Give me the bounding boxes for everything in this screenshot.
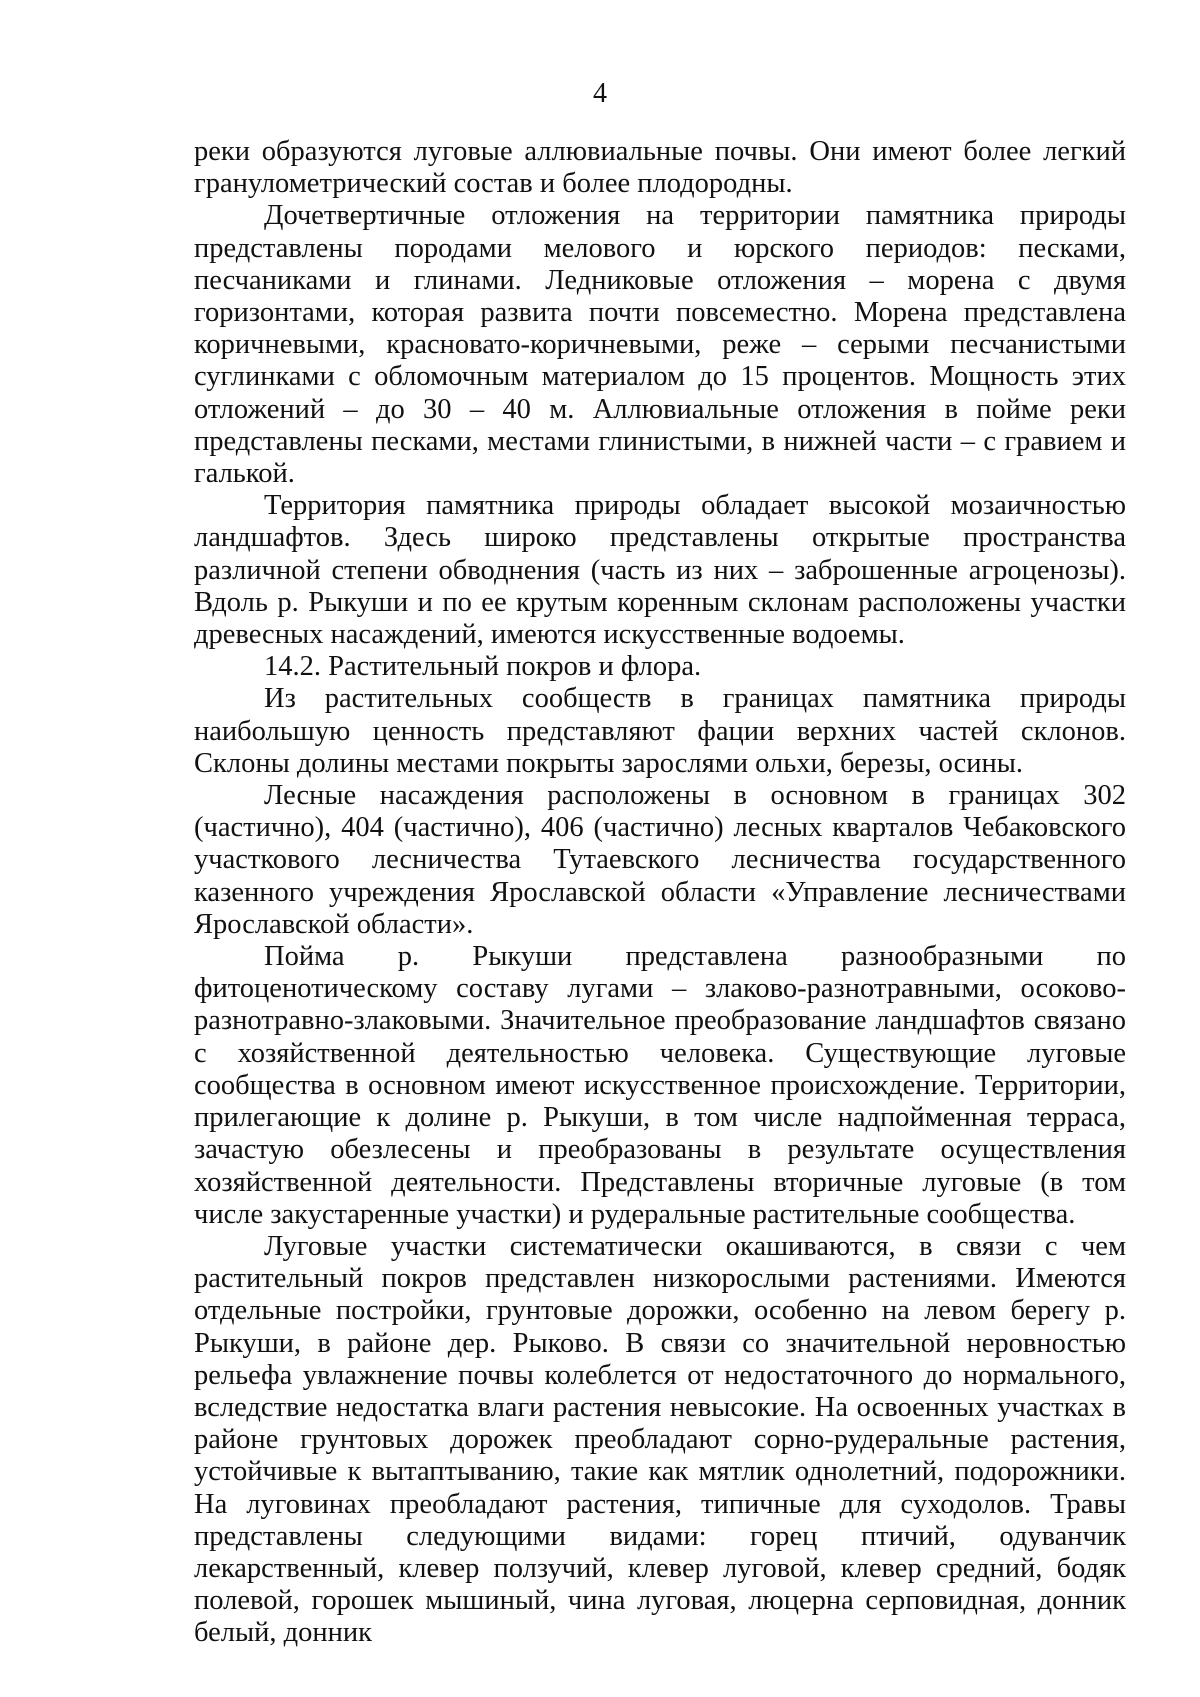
page-number: 4 — [593, 78, 607, 109]
paragraph-pre-quaternary-deposits: Дочетвертичные отложения на территории памятника природы представлены породами мелового и юрского периодов: песками, песчаниками и глинами. Ледниковые отложения – морена с двумя горизонтами, которая развита почти повсеместно. Морена представлена коричневыми, красновато-коричневыми, реже – серыми песчанистыми суглинками с обломочным материалом до 15 процентов. Мощность этих отложений – до 30 – 40 м. Аллювиальные отложения в пойме реки представлены песками, местами глинистыми, в нижней части – с гравием и галькой. — [194, 200, 1126, 490]
paragraph-meadow-plots: Луговые участки систематически окашиваются, в связи с чем растительный покров представлен низкорослыми растениями. Имеются отдельные постройки, грунтовые дорожки, особенно на левом берегу р. Рыкуши, в районе дер. Рыково. В связи со значительной неровностью рельефа увлажнение почвы колеблется от недостаточного до нормального, вследствие недостатка влаги растения невысокие. На освоенных участках в районе грунтовых дорожек преобладают сорно-рудеральные растения, устойчивые к вытаптыванию, такие как мятлик однолетний, подорожники. На луговинах преобладают растения, типичные для суходолов. Травы представлены следующими видами: горец птичий, одуванчик лекарственный, клевер ползучий, клевер луговой, клевер средний, бодяк полевой, горошек мышиный, чина луговая, люцерна серповидная, донник белый, донник — [194, 1230, 1126, 1649]
paragraph-forest-plantations: Лесные насаждения расположены в основном в границах 302 (частично), 404 (частично), 406 (частично) лесных кварталов Чебаковского участкового лесничества Тутаевского лесничества государственного казенного учреждения Ярославской области «Управление лесничествами Ярославской области». — [194, 780, 1126, 940]
paragraph-floodplain-meadows: Пойма р. Рыкуши представлена разнообразными по фитоценотическому составу лугами – злаково-разнотравными, осоково-разнотравно-злаковыми. Значительное преобразование ландшафтов связано с хозяйственной деятельностью человека. Существующие луговые сообщества в основном имеют искусственное происхождение. Территории, прилегающие к долине р. Рыкуши, в том числе надпойменная терраса, зачастую обезлесены и преобразованы в результате осуществления хозяйственной деятельности. Представлены вторичные луговые (в том числе закустаренные участки) и рудеральные растительные сообщества. — [194, 941, 1126, 1230]
paragraph-soils: реки образуются луговые аллювиальные почвы. Они имеют более легкий гранулометрический состав и более плодородны. — [194, 136, 1126, 200]
document-body — [194, 136, 1126, 1650]
paragraph-plant-communities: Из растительных сообществ в границах памятника природы наибольшую ценность представляют фации верхних частей склонов. Склоны долины местами покрыты зарослями ольхи, березы, осины. — [194, 683, 1126, 779]
section-heading-vegetation: 14.2. Растительный покров и флора. — [264, 651, 702, 683]
paragraph-landscape-mosaic: Территория памятника природы обладает высокой мозаичностью ландшафтов. Здесь широко представлены открытые пространства различной степени обводнения (часть из них – заброшенные агроценозы). Вдоль р. Рыкуши и по ее крутым коренным склонам расположены участки древесных насаждений, имеются искусственные водоемы. — [194, 490, 1126, 651]
